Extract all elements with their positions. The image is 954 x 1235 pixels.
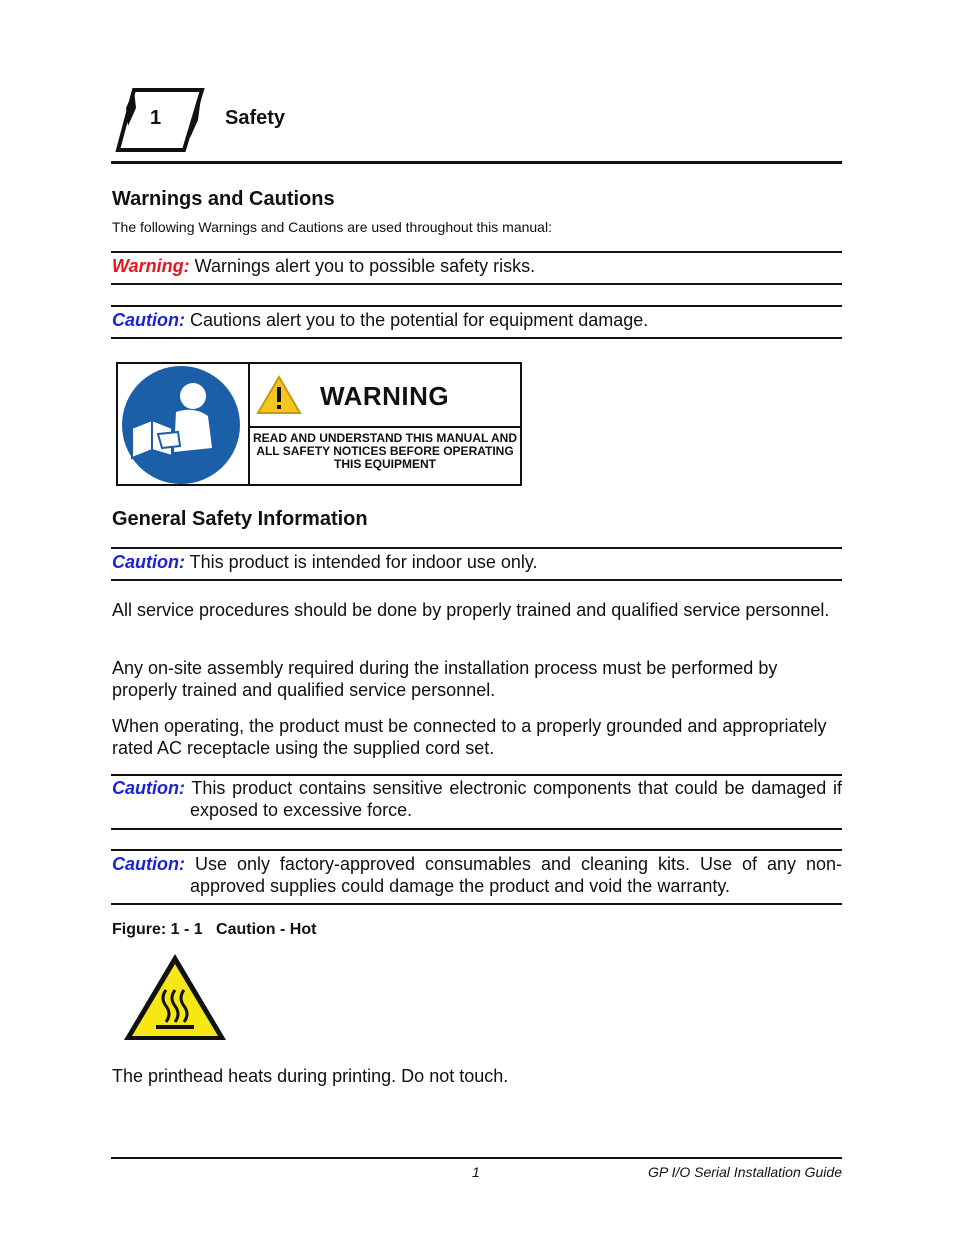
divider (111, 337, 842, 339)
closing-paragraph: The printhead heats during printing. Do not touch. (112, 1066, 509, 1086)
divider (111, 283, 842, 285)
caution-text: Use only factory-approved consumables and cleaning kits. Use of any non-approved supplies could damage the product and void the warranty. (184, 854, 842, 896)
caution-text: Cautions alert you to the potential for equipment damage. (184, 310, 649, 330)
warning-label: Warning: (112, 256, 190, 276)
divider (111, 774, 842, 776)
read-manual-icon (118, 364, 248, 484)
section-intro: The following Warnings and Cautions are used throughout this manual: (112, 219, 552, 235)
divider (111, 251, 842, 253)
warning-header-panel (250, 364, 520, 428)
caution-note (112, 309, 842, 331)
section-heading-warnings: Warnings and Cautions (112, 188, 335, 210)
caution-label: Caution: (112, 778, 185, 798)
figure-caption: Figure: 1 - 1 Caution - Hot (112, 921, 317, 938)
footer-divider (111, 1157, 842, 1159)
caution-text: This product contains sensitive electronic components that could be damaged if exposed to excessive force. (184, 778, 842, 820)
chapter-title: Safety (225, 107, 286, 129)
chapter-divider (111, 161, 842, 164)
paragraph: When operating, the product must be connected to a properly grounded and appropriately rated AC receptacle using the supplied cord set. (112, 716, 827, 758)
warning-sign (116, 362, 522, 486)
divider (111, 903, 842, 905)
warning-sign-message: READ AND UNDERSTAND THIS MANUAL AND ALL SAFETY NOTICES BEFORE OPERATING THIS EQUIPMENT (253, 431, 517, 471)
caution-indoor-note (112, 551, 842, 573)
section-heading-general: General Safety Information (112, 508, 368, 530)
hot-surface-icon (120, 950, 230, 1044)
warning-text: Warnings alert you to possible safety risks. (189, 256, 536, 276)
alert-triangle-icon (256, 374, 302, 416)
divider (111, 579, 842, 581)
divider (111, 305, 842, 307)
caution-label: Caution: (112, 552, 185, 572)
paragraph: All service procedures should be done by properly trained and qualified service personnel. (112, 600, 830, 620)
read-manual-panel (118, 364, 250, 484)
guide-title: GP I/O Serial Installation Guide (647, 1164, 842, 1180)
divider (111, 849, 842, 851)
caution-consumables-note (112, 853, 842, 897)
caution-text: This product is intended for indoor use only. (184, 552, 538, 572)
warning-sign-word: WARNING (320, 381, 450, 411)
divider (111, 828, 842, 830)
caution-force-note (112, 777, 842, 821)
paragraph: Any on-site assembly required during the installation process must be performed by properly trained and qualified service personnel. (112, 658, 778, 700)
caution-label: Caution: (112, 854, 185, 874)
divider (111, 547, 842, 549)
chapter-number: 1 (150, 107, 162, 129)
caution-label: Caution: (112, 310, 185, 330)
warning-note (112, 255, 842, 277)
page-number: 1 (472, 1164, 480, 1180)
